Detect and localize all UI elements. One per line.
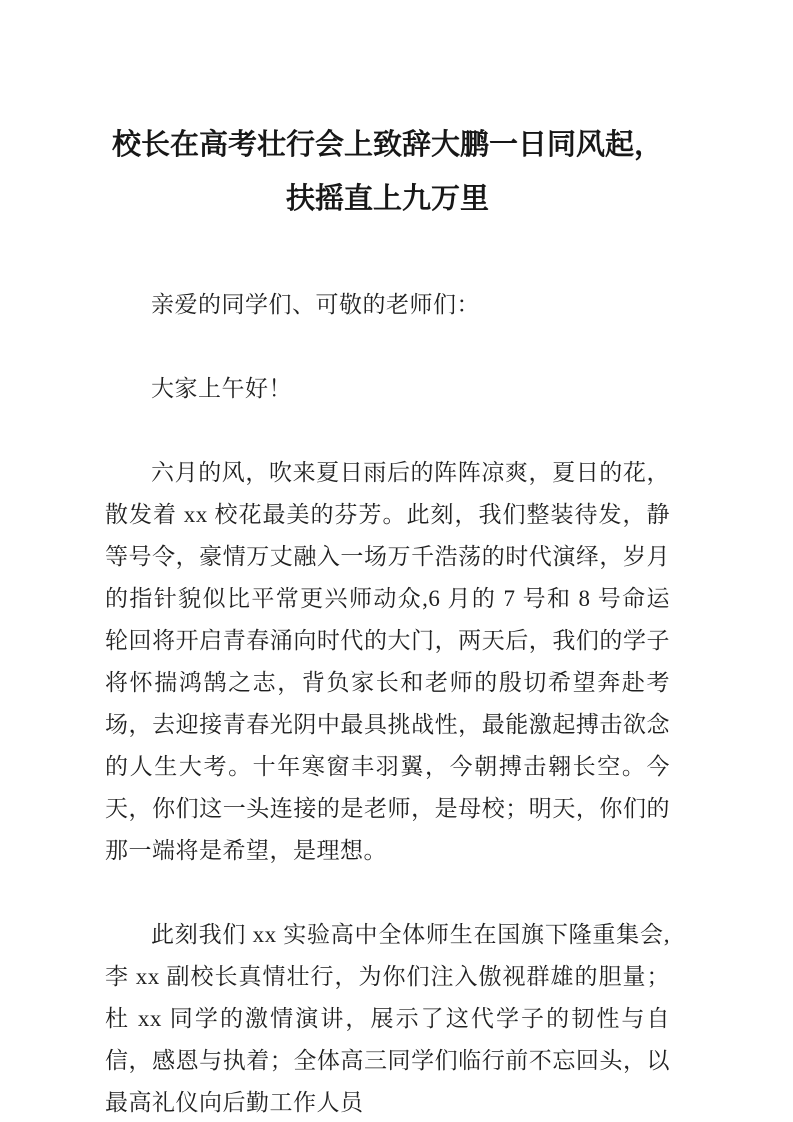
- document-title: [105, 118, 670, 226]
- paragraph-salutation: 亲爱的同学们、可敬的老师们：: [151, 292, 480, 317]
- document-content: [105, 118, 670, 1122]
- paragraph-body-2: 此刻我们 xx 实验高中全体师生在国旗下隆重集会,李 xx 副校长真情壮行，为你们注入傲视群雄的胆量；杜 xx 同学的激情演讲，展示了这代学子的韧性与自信，感恩与执着；全体高三同学们临行前不忘回头，以最高礼仪向后勤工作人员: [105, 922, 670, 1115]
- paragraph-body-1: 六月的风，吹来夏日雨后的阵阵凉爽，夏日的花，散发着 xx 校花最美的芬芳。此刻，我们整装待发，静等号令，豪情万丈融入一场万千浩荡的时代演绎，岁月的指针貌似比平常更兴师动众,6 月的 7 号和 8 号命运轮回将开启青春涌向时代的大门，两天后，我们的学子将怀揣鸿鹄之志，背负家长和老师的殷切希望奔赴考场，去迎接青春光阴中最具挑战性，最能激起搏击欲念的人生大考。十年寒窗丰羽翼，今朝搏击翱长空。今天，你们这一头连接的是老师，是母校；明天，你们的那一端将是希望，是理想。: [105, 460, 670, 863]
- title-line-2: 扶摇直上九万里: [285, 183, 489, 215]
- paragraph-greeting: 大家上午好！: [151, 376, 292, 401]
- title-line-1: 校长在高考壮行会上致辞大鹏一日同风起，: [111, 129, 663, 161]
